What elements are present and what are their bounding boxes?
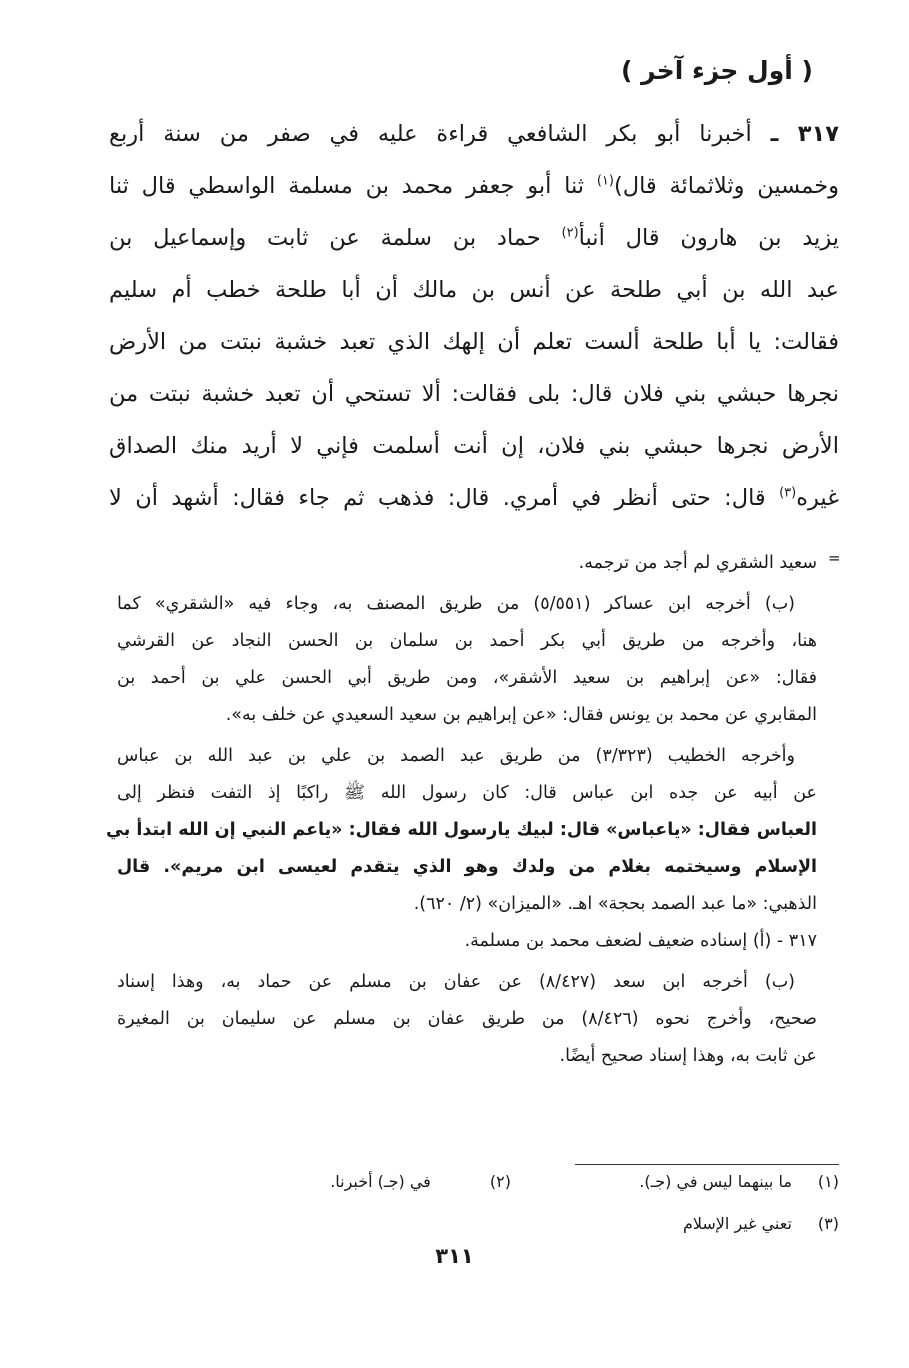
main-line-7: الأرض نجرها حبشي بني فلان، إن أنت أسلمت فإني لا أريد منك الصداق (109, 433, 839, 459)
footnote-text: ما بينهما ليس في (جـ). (639, 1172, 792, 1191)
note-line: فقال: «عن إبراهيم بن سعيد الأشقر»، ومن طريق أبي الحسن علي بن أحمد بن (117, 668, 817, 688)
note-line: الذهبي: «ما عبد الصمد بحجة» اهـ. «الميزان» (٢/ ٦٢٠). (413, 894, 817, 914)
footnote-ref-3: (٣) (779, 485, 797, 501)
footnote-divider (575, 1164, 839, 1165)
commentary-notes (105, 545, 817, 1075)
main-line-5: فقالت: يا أبا طلحة ألست تعلم أن إلهك الذي تعبد خشبة نبتت من الأرض (109, 329, 839, 355)
continuation-mark: = (828, 549, 841, 567)
note-line: العباس فقال: «ياعباس» قال: لبيك يارسول الله فقال: «ياعم النبي إن الله ابتدأ بي (105, 820, 817, 840)
footnote-ref-2: (٢) (561, 225, 579, 241)
note-line: صحيح، وأخرج نحوه (٨/٤٢٦) من طريق عفان بن مسلم عن سليمان بن المغيرة (117, 1009, 817, 1029)
main-line-8: غيره$^{(٣)}$ قال: حتى أنظر في أمري. قال: فذهب ثم جاء فقال: أشهد أن لا (109, 485, 839, 511)
footnote-mark: (٣) (817, 1214, 839, 1233)
footnote-mark: (٢) (489, 1172, 511, 1191)
note-line: (ب) أخرجه ابن سعد (٨/٤٢٧) عن عفان بن مسلم عن حماد به، وهذا إسناد (117, 972, 795, 992)
page-number: ٣١١ (435, 1244, 474, 1268)
note-line: عن ثابت به، وهذا إسناد صحيح أيضًا. (559, 1046, 817, 1066)
note-line: وأخرجه الخطيب (٣/٣٢٣) من طريق عبد الصمد بن علي بن عبد الله بن عباس (117, 746, 795, 766)
hadith-number: ٣١٧ ـ (770, 121, 839, 147)
note-line: هنا، وأخرجه من طريق أبي بكر أحمد بن سلمان بن الحسن النجاد عن القرشي (117, 631, 817, 651)
footnote-2 (330, 1172, 511, 1191)
note-line: ٣١٧ - (أ) إسناده ضعيف لضعف محمد بن مسلمة. (464, 931, 817, 951)
footnote-ref-1: (١) (596, 173, 614, 189)
footnote-text: في (جـ) أخبرنا. (330, 1172, 431, 1191)
note-line: (ب) أخرجه ابن عساكر (٥/٥٥١) من طريق المصنف به، وجاء فيه «الشقري» كما (117, 594, 796, 614)
running-header: ( أول جزء آخر ) (621, 56, 813, 85)
main-line-4: عبد الله بن أبي طلحة عن أنس بن مالك أن أبا طلحة خطب أم سليم (109, 277, 839, 303)
main-line-6: نجرها حبشي بني فلان قال: بلى فقالت: ألا تستحي أن تعبد خشبة نبتت من (109, 381, 839, 407)
footnote-mark: (١) (817, 1172, 839, 1191)
main-line-3: يزيد بن هارون قال أنبأ$^{(٢)}$ حماد بن سلمة عن ثابت وإسماعيل بن (109, 225, 839, 251)
note-line: عن أبيه عن جده ابن عباس قال: كان رسول الله ﷺ راكبًا إذ التفت فنظر إلى (117, 783, 817, 803)
main-line-1: ٣١٧ ـ أخبرنا أبو بكر الشافعي قراءة عليه في صفر من سنة أربع (109, 121, 839, 147)
main-line-2: وخمسين وثلاثمائة قال)$^{(١)}$ ثنا أبو جعفر محمد بن مسلمة الواسطي قال ثنا (109, 173, 839, 199)
main-text (109, 108, 839, 524)
note-line: سعيد الشقري لم أجد من ترجمه. (578, 553, 817, 573)
footnote-1 (639, 1172, 839, 1191)
footnote-3 (683, 1214, 839, 1233)
footnote-text: تعني غير الإسلام (682, 1214, 792, 1233)
note-line: المقابري عن محمد بن يونس فقال: «عن إبراهيم بن سعيد السعيدي عن خلف به». (225, 705, 817, 725)
note-line: الإسلام وسيختمه بغلام من ولدك وهو الذي يتقدم لعيسى ابن مريم». قال (117, 857, 817, 877)
